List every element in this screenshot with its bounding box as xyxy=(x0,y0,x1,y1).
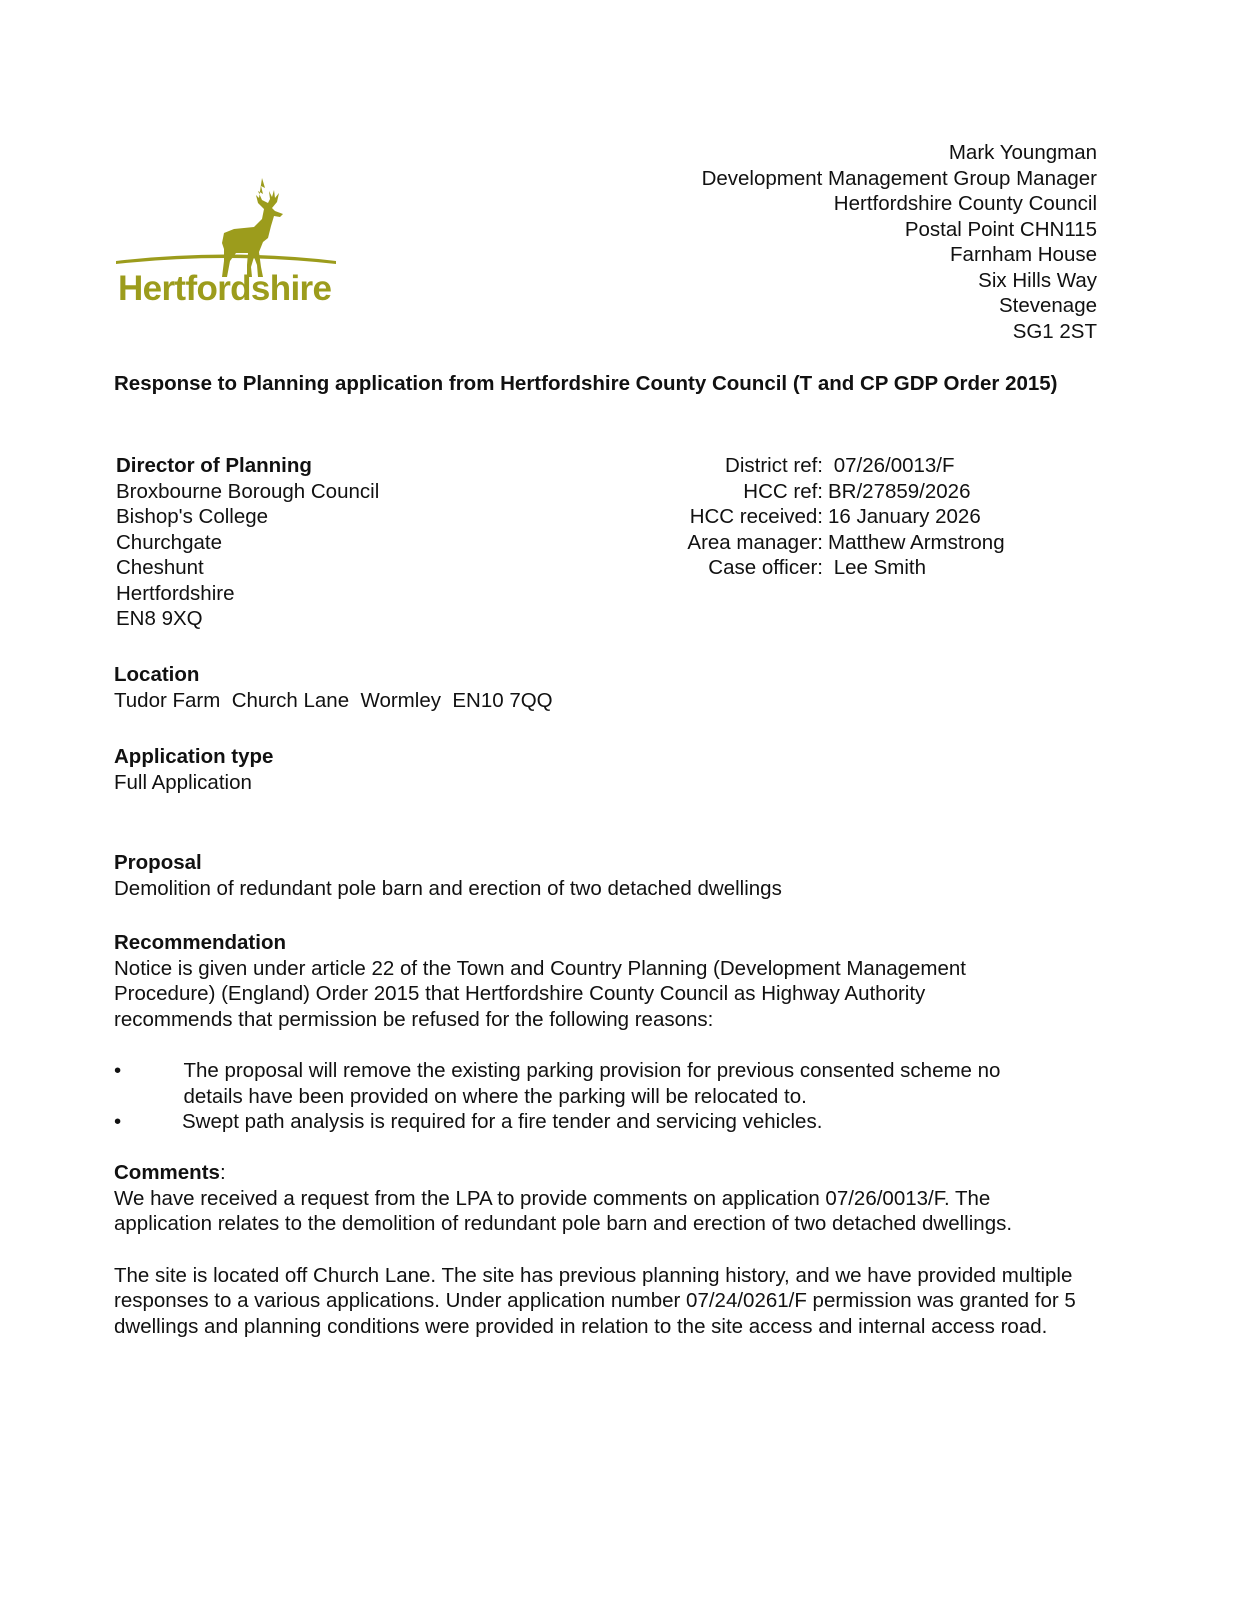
ref-value: BR/27859/2026 xyxy=(828,479,971,503)
comments-paragraph: The site is located off Church Lane. The site has previous planning history, and we have provided multiple responses to a various applications. Under application number 07/24/0261/F permission was granted for 5 dwellings and planning conditions were provided in relation to the site access and internal access road. xyxy=(114,1263,1076,1338)
addressee-line: Cheshunt xyxy=(116,556,204,579)
ref-row xyxy=(640,453,1005,479)
ref-row xyxy=(640,504,1005,530)
application-type-heading: Application type xyxy=(114,745,274,768)
ref-label: HCC ref: xyxy=(743,479,823,503)
ref-value: 07/26/0013/F xyxy=(828,454,955,477)
sender-line: Farnham House xyxy=(950,243,1097,266)
addressee-line: EN8 9XQ xyxy=(116,607,203,630)
ref-row xyxy=(640,530,1005,556)
sender-line: Six Hills Way xyxy=(978,268,1097,292)
proposal-section xyxy=(114,850,1104,901)
hertfordshire-logo xyxy=(112,168,340,308)
reason-text: The proposal will remove the existing parking provision for previous consented scheme no details have been provided on where the parking will be relocated to. xyxy=(183,1059,1001,1108)
recommendation-text: Notice is given under article 22 of the Town and Country Planning (Development Management Procedure) (England) Order 2015 that Hertfordshire County Council as Highway Authority recommends that permission be refused for the following reasons: xyxy=(114,956,967,1031)
sender-line: Mark Youngman xyxy=(948,141,1097,164)
ref-label: Case officer: xyxy=(708,556,823,579)
sender-line: Stevenage xyxy=(998,294,1097,317)
addressee-line: Bishop's College xyxy=(116,505,269,528)
comments-section xyxy=(114,1160,1094,1339)
comments-heading: Comments xyxy=(114,1161,220,1184)
stag-logo-icon xyxy=(112,168,340,308)
comments-heading-line xyxy=(114,1160,1094,1186)
ref-value: Lee Smith xyxy=(828,556,926,579)
application-type-text: Full Application xyxy=(114,770,252,794)
reason-item xyxy=(114,1058,1044,1109)
document-title: Response to Planning application from Hertfordshire County Council (T and CP GDP Order 2015) xyxy=(114,372,1058,395)
comments-paragraph: We have received a request from the LPA to provide comments on application 07/26/0013/F. The application relates to the demolition of redundant pole barn and erection of two detached dwellings. xyxy=(114,1186,1013,1235)
ref-value: Matthew Armstrong xyxy=(828,530,1005,554)
comments-colon: : xyxy=(219,1161,226,1184)
bullet: • xyxy=(114,1059,122,1082)
sender-line: Hertfordshire County Council xyxy=(833,192,1097,215)
sender-line: SG1 2ST xyxy=(1012,319,1097,343)
location-section xyxy=(114,662,1104,713)
reason-item xyxy=(114,1109,1044,1135)
bullet: • xyxy=(114,1110,122,1133)
recommendation-section xyxy=(114,930,1044,1135)
addressee xyxy=(116,453,379,632)
addressee-line: Churchgate xyxy=(116,530,222,554)
addressee-line: Broxbourne Borough Council xyxy=(116,479,380,503)
proposal-text: Demolition of redundant pole barn and erection of two detached dwellings xyxy=(114,876,782,900)
application-type-section xyxy=(114,744,1104,795)
recommendation-heading: Recommendation xyxy=(114,931,286,954)
sender-address xyxy=(600,140,1097,344)
location-text: Tudor Farm Church Lane Wormley EN10 7QQ xyxy=(114,688,553,712)
ref-value: 16 January 2026 xyxy=(828,505,981,528)
ref-row xyxy=(640,555,1005,581)
ref-label: HCC received: xyxy=(689,505,823,528)
addressee-heading: Director of Planning xyxy=(116,454,312,477)
reason-text: Swept path analysis is required for a fire tender and servicing vehicles. xyxy=(182,1110,823,1133)
ref-row xyxy=(640,479,1005,505)
proposal-heading: Proposal xyxy=(114,851,202,874)
ref-label: Area manager: xyxy=(687,530,823,554)
sender-line: Postal Point CHN115 xyxy=(904,217,1097,241)
sender-line: Development Management Group Manager xyxy=(701,166,1097,190)
addressee-line: Hertfordshire xyxy=(116,581,235,605)
location-heading: Location xyxy=(114,663,200,686)
svg-text:Hertfordshire: Hertfordshire xyxy=(118,269,332,308)
reference-table xyxy=(640,453,1005,581)
ref-label: District ref: xyxy=(725,454,823,477)
